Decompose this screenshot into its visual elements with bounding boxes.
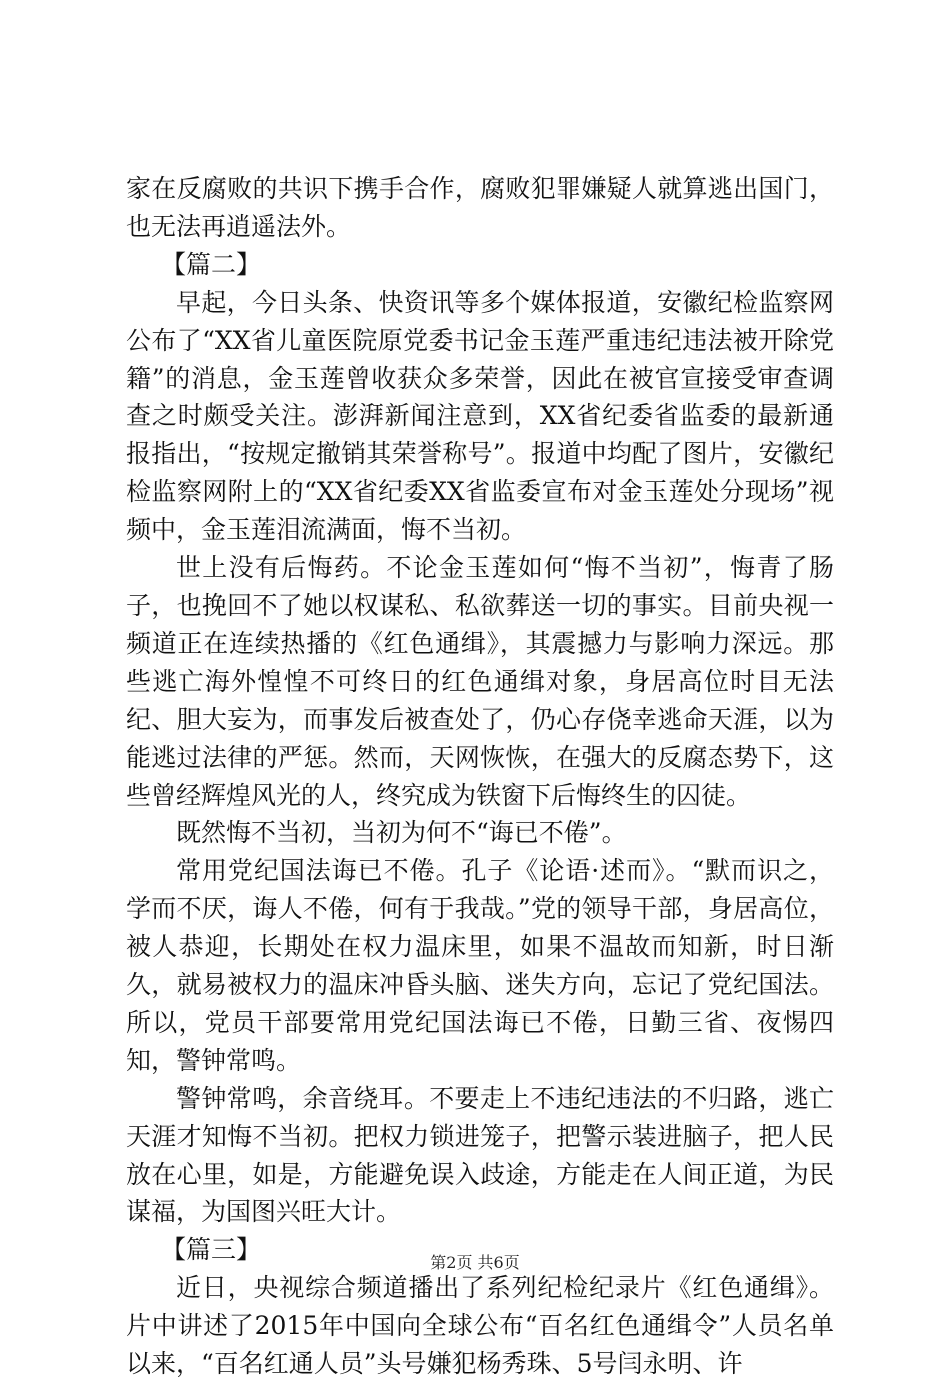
paragraph: 早起，今日头条、快资讯等多个媒体报道，安徽纪检监察网公布了“XX省儿童医院原党委书记金玉莲严重违纪违法被开除党籍”的消息，金玉莲曾收获众多荣誉，因此在被官宣接受审查调查之时颇受关注。澎湃新闻注意到，XX省纪委省监委的最新通报指出，“按规定撤销其荣誉称号”。报道中均配了图片，安徽纪检监察网附上的“XX省纪委XX省监委宣布对金玉莲处分现场”视频中，金玉莲泪流满面，悔不当初。 [126,287,834,545]
document-body [126,170,834,1383]
paragraph-continuation: 家在反腐败的共识下携手合作，腐败犯罪嫌疑人就算逃出国门，也无法再逍遥法外。 [126,174,834,241]
section-heading-part-three: 【篇三】 [161,1235,262,1265]
paragraph: 近日，央视综合频道播出了系列纪检纪录片《红色通缉》。片中讲述了2015年中国向全球公布“百名红色通缉令”人员名单以来，“百名红通人员”头号嫌犯杨秀珠、5号闫永明、许 [126,1273,834,1379]
paragraph: 常用党纪国法诲已不倦。孔子《论语·述而》。“默而识之，学而不厌，诲人不倦，何有于我哉。”党的领导干部，身居高位，被人恭迎，长期处在权力温床里，如果不温故而知新，时日渐久，就易被权力的温床冲昏头脑、迷失方向，忘记了党纪国法。所以，党员干部要常用党纪国法诲已不倦，日勤三省、夜惕四知，警钟常鸣。 [126,856,834,1075]
paragraph: 世上没有后悔药。不论金玉莲如何“悔不当初”，悔青了肠子，也挽回不了她以权谋私、私欲葬送一切的事实。目前央视一频道正在连续热播的《红色通缉》，其震撼力与影响力深远。那些逃亡海外惶惶不可终日的红色通缉对象，身居高位时目无法纪、胆大妄为，而事发后被查处了，仍心存侥幸逃命天涯，以为能逃过法律的严惩。然而，天网恢恢，在强大的反腐态势下，这些曾经辉煌风光的人，终究成为铁窗下后悔终生的囚徒。 [126,553,834,810]
section-heading-part-two: 【篇二】 [161,249,262,279]
paragraph: 警钟常鸣，余音绕耳。不要走上不违纪违法的不归路，逃亡天涯才知悔不当初。把权力锁进笼子，把警示装进脑子，把人民放在心里，如是，方能避免误入歧途，方能走在人间正道，为民谋福，为国图兴旺大计。 [126,1083,834,1227]
page-number-footer: 第2页 共6页 [430,1253,520,1272]
paragraph: 既然悔不当初，当初为何不“诲已不倦”。 [176,818,627,848]
